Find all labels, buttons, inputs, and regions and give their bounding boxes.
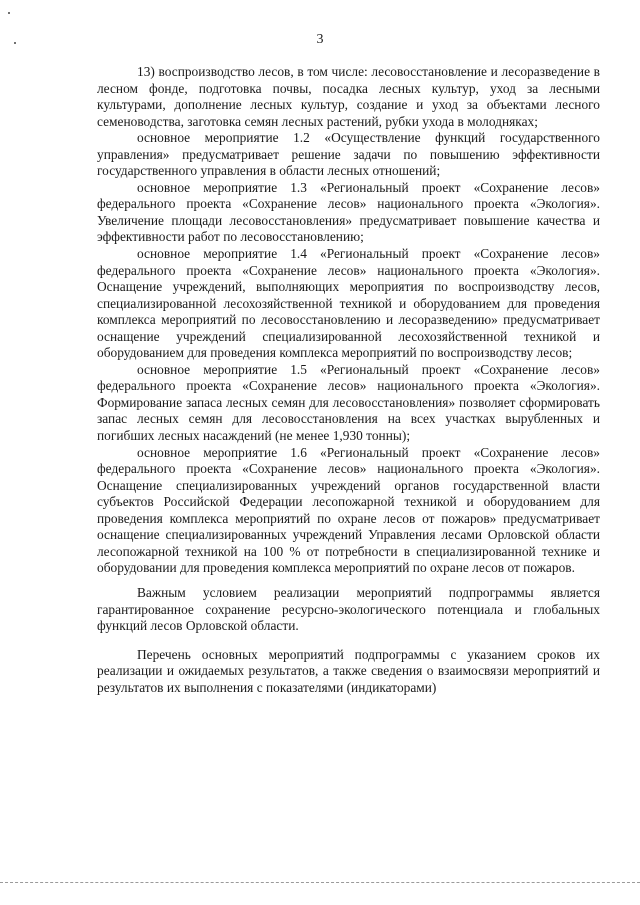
paragraph-measures-list: Перечень основных мероприятий подпрограммы с указанием сроков их реализации и ожидаемых результатов, а также сведения о взаимосвязи мероприятий и результатов их выполнения с показателями (индикаторами) [97, 646, 600, 695]
page-number: 3 [316, 32, 324, 47]
page-bottom-divider [0, 882, 640, 883]
paragraph-important-condition: Важным условием реализации мероприятий подпрограммы является гарантированное сохранение ресурсно-экологического потенциала и глобальных функций лесов Орловской области. [97, 584, 600, 634]
paragraph-measure-1-6: основное мероприятие 1.6 «Региональный проект «Сохранение лесов» федерального проекта «Сохранение лесов» национального проекта «Экология». Оснащение специализированных учреждений органов государственной власти субъектов Российской Федерации лесопожарной техникой и оборудованием для проведения комплекса мероприятий по охране лесов от пожаров» предусматривает оснащение специализированных учреждений Управления лесами Орловской области лесопожарной техникой на 100 % от потребности в специализированной технике и оборудовании для проведения комплекса мероприятий по охране лесов от пожаров. [97, 444, 600, 576]
paragraph-measure-1-5: основное мероприятие 1.5 «Региональный проект «Сохранение лесов» федерального проекта «Сохранение лесов» национального проекта «Экология». Формирование запаса лесных семян для лесовосстановления» позволяет сформировать запас лесных семян для лесовосстановления на всех участках вырубленных и погибших лесных насаждений (не менее 1,930 тонны); [97, 361, 600, 444]
scan-speck [8, 12, 10, 14]
paragraph-measure-1-3: основное мероприятие 1.3 «Региональный проект «Сохранение лесов» федерального проекта «Сохранение лесов» национального проекта «Экология». Увеличение площади лесовосстановления» предусматривает повышение качества и эффективности работ по лесовосстановлению; [97, 179, 600, 245]
paragraph-measure-1-4: основное мероприятие 1.4 «Региональный проект «Сохранение лесов» федерального проекта «Сохранение лесов» национального проекта «Экология». Оснащение учреждений, выполняющих мероприятия по воспроизводству лесов, специализированной лесохозяйственной техникой и оборудованием для проведения комплекса мероприятий по лесовосстановлению и лесоразведению» предусматривает оснащение учреждений специализированной лесохозяйственной техникой и оборудованием для проведения комплекса мероприятий по воспроизводству лесов; [97, 246, 600, 361]
paragraph-measure-1-2: основное мероприятие 1.2 «Осуществление функций государственного управления» предусматривает решение задачи по повышению эффективности государственного управления в области лесных отношений; [97, 130, 600, 179]
paragraph-forest-reproduction: 13) воспроизводство лесов, в том числе: лесовосстановление и лесоразведение в лесном фонде, подготовка почвы, посадка лесных культур, уход за лесными культурами, дополнение лесных культур, создание и уход за объектами лесного семеноводства, заготовка семян лесных растений, рубки ухода в молодняках; [97, 64, 600, 129]
body-text [97, 64, 600, 696]
